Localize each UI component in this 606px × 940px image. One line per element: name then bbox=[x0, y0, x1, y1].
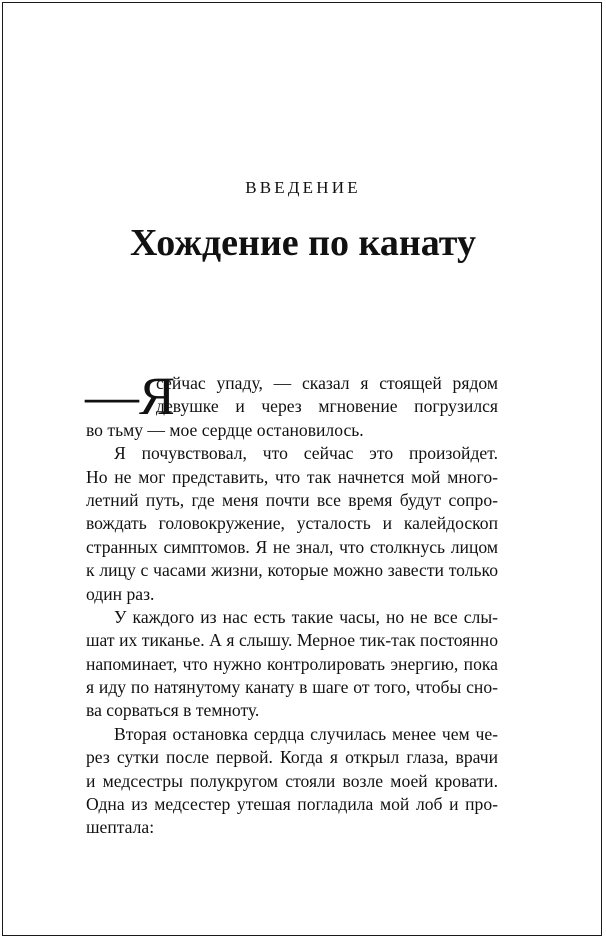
text-line: сейчас упаду, — сказал я стоящей рядом bbox=[156, 373, 498, 393]
text-line: девушке и через мгновение погрузился bbox=[156, 396, 498, 417]
text-line: странных симптомов. Я не знал, что столкнусь лицом bbox=[86, 536, 498, 557]
text-line: У каждого из нас есть такие часы, но не все слы- bbox=[114, 606, 498, 627]
text-line: Одна из медсестер утешая погладила мой лоб и про- bbox=[86, 794, 498, 815]
text-line: вождать головокружение, усталость и калейдоскоп bbox=[86, 513, 498, 534]
text-line: ва сорваться в темноту. bbox=[86, 700, 260, 721]
body-text bbox=[85, 366, 498, 840]
text-line: один раз. bbox=[86, 583, 155, 604]
text-line: во тьму — мое сердце остановилось. bbox=[86, 419, 364, 440]
text-line: Но не мог представить, что так начнется мой много- bbox=[86, 466, 498, 487]
text-line: к лицу с часами жизни, которые можно завести только bbox=[86, 560, 498, 581]
text-line: Вторая остановка сердца случилась менее чем че- bbox=[114, 723, 498, 744]
text-line: рез сутки после первой. Когда я открыл глаза, врачи bbox=[86, 747, 498, 768]
chapter-title: Хождение по канату bbox=[130, 222, 476, 264]
text-line: летний путь, где меня почти все время будут сопро- bbox=[86, 489, 498, 510]
text-line: и медсестры полукругом стояли возле моей кровати. bbox=[86, 770, 498, 791]
text-line: шат их тиканье. А я слышу. Мерное тик-так постоянно bbox=[86, 630, 498, 651]
text-line: я иду по натянутому канату в шаге от того, чтобы сно- bbox=[86, 677, 498, 698]
text-line: напоминает, что нужно контролировать энергию, пока bbox=[86, 653, 498, 674]
chapter-label: ВВЕДЕНИЕ bbox=[245, 178, 361, 197]
text-line: шептала: bbox=[86, 817, 155, 838]
drop-cap: —Я bbox=[85, 366, 176, 426]
text-line: Я почувствовал, что сейчас это произойдет. bbox=[114, 443, 498, 464]
